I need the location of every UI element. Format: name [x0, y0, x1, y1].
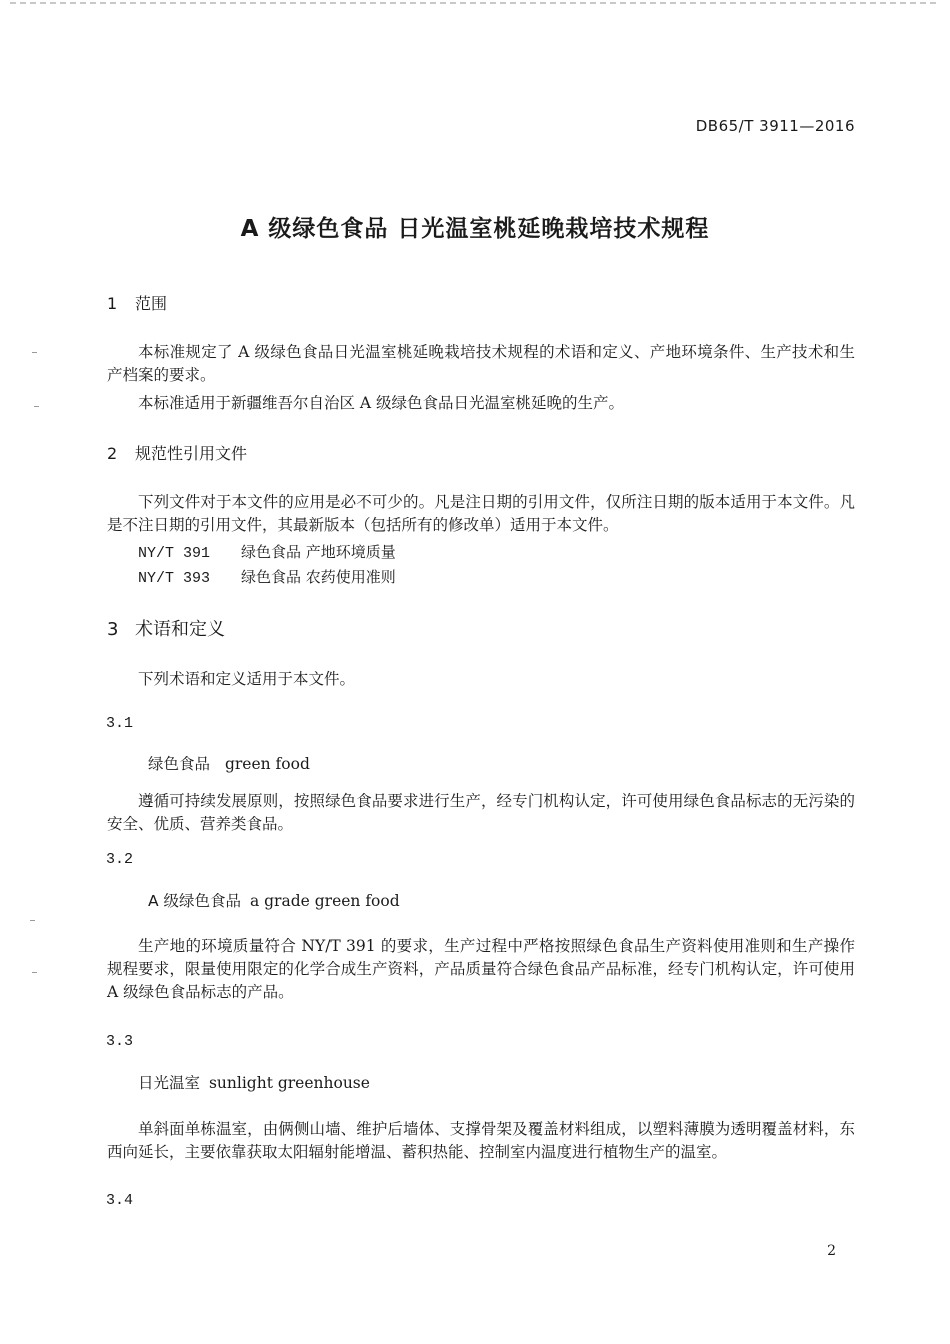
page-number: 2	[827, 1243, 836, 1259]
section-number: 3	[107, 619, 119, 640]
section-number: 2	[107, 444, 118, 463]
term-english: green food	[224, 755, 310, 773]
term-definition: 遵循可持续发展原则，按照绿色食品要求进行生产，经专门机构认定，许可使用绿色食品标志的无污染的安全、优质、营养类食品。	[107, 792, 855, 833]
term-number: 3.3	[106, 1033, 134, 1050]
document-code: DB65/T 3911—2016	[695, 117, 855, 135]
section-3-intro: 下列术语和定义适用于本文件。	[138, 670, 356, 688]
section-title: 术语和定义	[135, 619, 225, 640]
section-2-heading	[107, 441, 247, 464]
document-title: A 级绿色食品 日光温室桃延晚栽培技术规程	[240, 216, 710, 242]
section-title: 范围	[135, 294, 168, 313]
section-1-paragraph-2: 本标准适用于新疆维吾尔自治区 A 级绿色食品日光温室桃延晚的生产。	[138, 394, 625, 412]
section-3-heading	[107, 615, 225, 641]
term-heading	[148, 889, 400, 911]
section-number: 1	[107, 294, 118, 313]
section-1-heading	[107, 291, 167, 314]
term-number: 3.4	[106, 1192, 134, 1209]
term-chinese: A 级绿色食品	[148, 892, 242, 910]
reference-title: 绿色食品 产地环境质量	[241, 543, 396, 561]
term-english: a grade green food	[249, 892, 400, 910]
term-heading	[148, 752, 310, 774]
scan-speck	[32, 352, 37, 353]
term-number: 3.1	[106, 715, 134, 732]
reference-title: 绿色食品 农药使用准则	[241, 568, 396, 586]
scan-edge-line	[10, 2, 940, 4]
section-1-paragraph-1: 本标准规定了 A 级绿色食品日光温室桃延晚栽培技术规程的术语和定义、产地环境条件、生产技术和生产档案的要求。	[107, 343, 855, 384]
term-english: sunlight greenhouse	[208, 1074, 370, 1092]
section-2-paragraph-1: 下列文件对于本文件的应用是必不可少的。凡是注日期的引用文件，仅所注日期的版本适用于本文件。凡是不注日期的引用文件，其最新版本（包括所有的修改单）适用于本文件。	[107, 493, 855, 534]
section-title: 规范性引用文件	[135, 444, 248, 463]
term-definition: 单斜面单栋温室，由俩侧山墙、维护后墙体、支撑骨架及覆盖材料组成，以塑料薄膜为透明覆盖材料，东西向延长，主要依靠获取太阳辐射能增温、蓄积热能、控制室内温度进行植物生产的温室。	[107, 1120, 855, 1161]
reference-item	[138, 541, 396, 562]
term-chinese: 日光温室	[138, 1074, 201, 1092]
scan-speck	[34, 406, 39, 407]
term-heading	[138, 1071, 370, 1093]
scan-speck	[30, 920, 35, 921]
term-number: 3.2	[106, 851, 134, 868]
reference-item	[138, 566, 396, 587]
reference-code: NY/T 393	[138, 570, 211, 587]
term-chinese: 绿色食品	[148, 755, 211, 773]
term-definition: 生产地的环境质量符合 NY/T 391 的要求，生产过程中严格按照绿色食品生产资料使用准则和生产操作规程要求，限量使用限定的化学合成生产资料，产品质量符合绿色食品产品标准，经专门机构认定，许可使用 A 级绿色食品标志的产品。	[107, 937, 855, 1001]
reference-code: NY/T 391	[138, 545, 211, 562]
scan-speck	[32, 972, 37, 973]
